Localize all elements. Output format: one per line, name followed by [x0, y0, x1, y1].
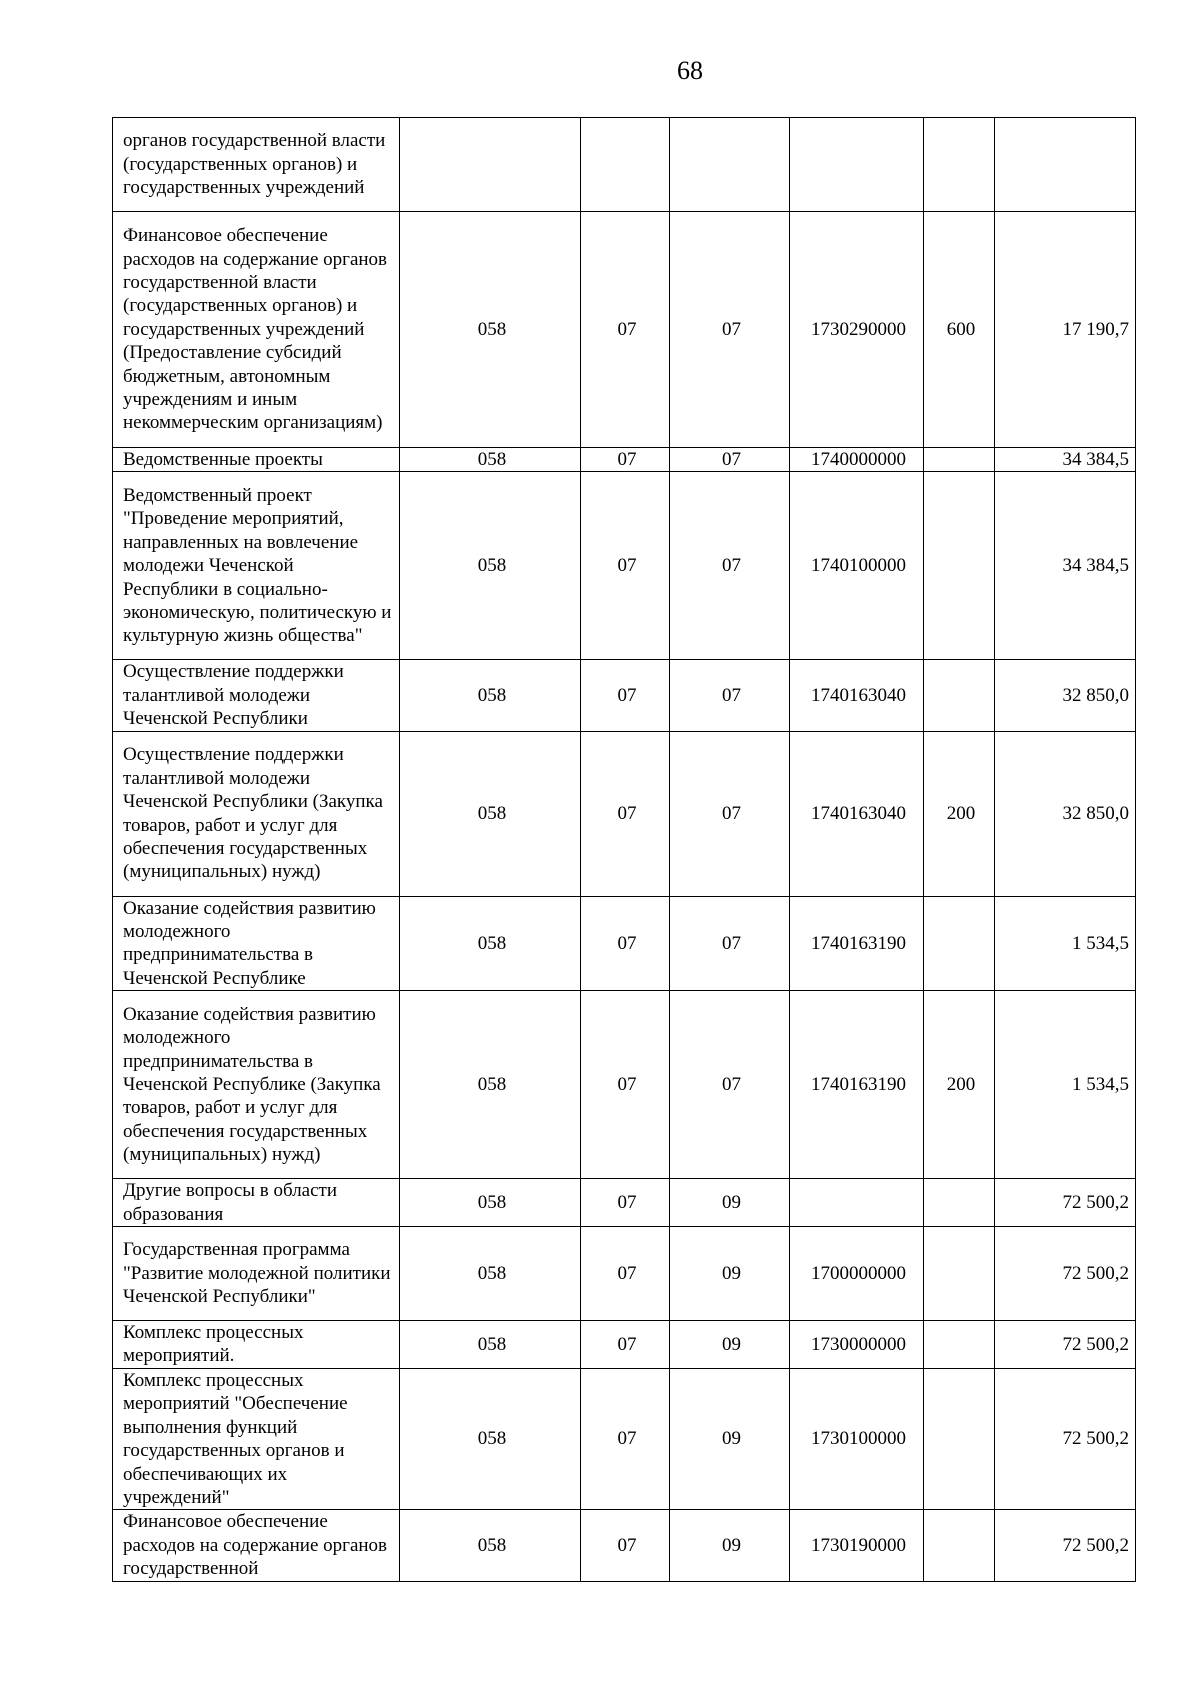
expense-type-code: [924, 1179, 995, 1227]
expense-type-code: [924, 660, 995, 731]
ved-code: 058: [400, 660, 581, 731]
subsection-code: 07: [670, 448, 790, 472]
subsection-code: 07: [670, 212, 790, 448]
amount: 72 500,2: [995, 1368, 1136, 1509]
ved-code: 058: [400, 731, 581, 896]
target-article-code: 1730290000: [790, 212, 924, 448]
amount: 1 534,5: [995, 896, 1136, 991]
row-name: Осуществление поддержки талантливой молодежи Чеченской Республики (Закупка товаров, работ и услуг для обеспечения государственных (муниципальных) нужд): [113, 731, 400, 896]
table-row: [113, 896, 1136, 991]
section-code: 07: [581, 731, 670, 896]
row-name: Государственная программа "Развитие молодежной политики Чеченской Республики": [113, 1227, 400, 1321]
ved-code: 058: [400, 448, 581, 472]
row-name: Комплекс процессных мероприятий "Обеспечение выполнения функций государственных органов и обеспечивающих их учреждений": [113, 1368, 400, 1509]
row-name: Другие вопросы в области образования: [113, 1179, 400, 1227]
target-article-code: 1740163040: [790, 660, 924, 731]
expense-type-code: 200: [924, 731, 995, 896]
table-row: [113, 212, 1136, 448]
ved-code: 058: [400, 896, 581, 991]
expense-type-code: 600: [924, 212, 995, 448]
expense-type-code: [924, 1368, 995, 1509]
table-row: [113, 660, 1136, 731]
table-row: [113, 1368, 1136, 1509]
row-name: Оказание содействия развитию молодежного предпринимательства в Чеченской Республике (Закупка товаров, работ и услуг для обеспечения государственных (муниципальных) нужд): [113, 991, 400, 1179]
ved-code: 058: [400, 1227, 581, 1321]
expense-type-code: [924, 1510, 995, 1581]
section-code: 07: [581, 448, 670, 472]
amount: [995, 118, 1136, 212]
subsection-code: 09: [670, 1227, 790, 1321]
target-article-code: 1730100000: [790, 1368, 924, 1509]
page-number: 68: [677, 56, 703, 85]
subsection-code: 09: [670, 1321, 790, 1369]
subsection-code: 07: [670, 731, 790, 896]
ved-code: 058: [400, 472, 581, 660]
section-code: 07: [581, 991, 670, 1179]
expense-type-code: [924, 896, 995, 991]
budget-table: [112, 117, 1136, 1582]
amount: 72 500,2: [995, 1510, 1136, 1581]
ved-code: [400, 118, 581, 212]
row-name: Ведомственные проекты: [113, 448, 400, 472]
table-row: [113, 472, 1136, 660]
section-code: 07: [581, 1368, 670, 1509]
amount: 72 500,2: [995, 1321, 1136, 1369]
target-article-code: [790, 118, 924, 212]
ved-code: 058: [400, 212, 581, 448]
target-article-code: 1740163190: [790, 991, 924, 1179]
target-article-code: 1700000000: [790, 1227, 924, 1321]
table-row: [113, 1227, 1136, 1321]
section-code: 07: [581, 212, 670, 448]
subsection-code: 07: [670, 660, 790, 731]
target-article-code: 1740163190: [790, 896, 924, 991]
expense-type-code: 200: [924, 991, 995, 1179]
table-row: [113, 731, 1136, 896]
table-row: [113, 1321, 1136, 1369]
section-code: 07: [581, 660, 670, 731]
amount: 17 190,7: [995, 212, 1136, 448]
expense-type-code: [924, 118, 995, 212]
subsection-code: 09: [670, 1510, 790, 1581]
target-article-code: 1730000000: [790, 1321, 924, 1369]
target-article-code: 1740163040: [790, 731, 924, 896]
target-article-code: 1730190000: [790, 1510, 924, 1581]
subsection-code: 07: [670, 991, 790, 1179]
expense-type-code: [924, 448, 995, 472]
row-name: органов государственной власти (государственных органов) и государственных учреждений: [113, 118, 400, 212]
section-code: 07: [581, 1227, 670, 1321]
table-row: [113, 1179, 1136, 1227]
amount: 32 850,0: [995, 731, 1136, 896]
section-code: 07: [581, 1179, 670, 1227]
ved-code: 058: [400, 991, 581, 1179]
ved-code: 058: [400, 1368, 581, 1509]
section-code: 07: [581, 1510, 670, 1581]
target-article-code: [790, 1179, 924, 1227]
ved-code: 058: [400, 1179, 581, 1227]
ved-code: 058: [400, 1321, 581, 1369]
amount: 34 384,5: [995, 472, 1136, 660]
target-article-code: 1740000000: [790, 448, 924, 472]
expense-type-code: [924, 1227, 995, 1321]
table-row: [113, 118, 1136, 212]
amount: 72 500,2: [995, 1227, 1136, 1321]
table-row: [113, 991, 1136, 1179]
row-name: Оказание содействия развитию молодежного предпринимательства в Чеченской Республике: [113, 896, 400, 991]
row-name: Комплекс процессных мероприятий.: [113, 1321, 400, 1369]
row-name: Финансовое обеспечение расходов на содержание органов государственной власти (государственных органов) и государственных учреждений (Предоставление субсидий бюджетным, автономным учреждениям и иным некоммерческим организациям): [113, 212, 400, 448]
section-code: 07: [581, 472, 670, 660]
subsection-code: 09: [670, 1368, 790, 1509]
table-row: [113, 448, 1136, 472]
subsection-code: 09: [670, 1179, 790, 1227]
target-article-code: 1740100000: [790, 472, 924, 660]
amount: 72 500,2: [995, 1179, 1136, 1227]
row-name: Финансовое обеспечение расходов на содержание органов государственной: [113, 1510, 400, 1581]
amount: 1 534,5: [995, 991, 1136, 1179]
section-code: 07: [581, 896, 670, 991]
expense-type-code: [924, 1321, 995, 1369]
row-name: Ведомственный проект "Проведение мероприятий, направленных на вовлечение молодежи Чеченской Республики в социально-экономическую, политическую и культурную жизнь общества": [113, 472, 400, 660]
subsection-code: 07: [670, 472, 790, 660]
section-code: 07: [581, 1321, 670, 1369]
amount: 34 384,5: [995, 448, 1136, 472]
subsection-code: 07: [670, 896, 790, 991]
expense-type-code: [924, 472, 995, 660]
amount: 32 850,0: [995, 660, 1136, 731]
ved-code: 058: [400, 1510, 581, 1581]
subsection-code: [670, 118, 790, 212]
table-row: [113, 1510, 1136, 1581]
section-code: [581, 118, 670, 212]
row-name: Осуществление поддержки талантливой молодежи Чеченской Республики: [113, 660, 400, 731]
